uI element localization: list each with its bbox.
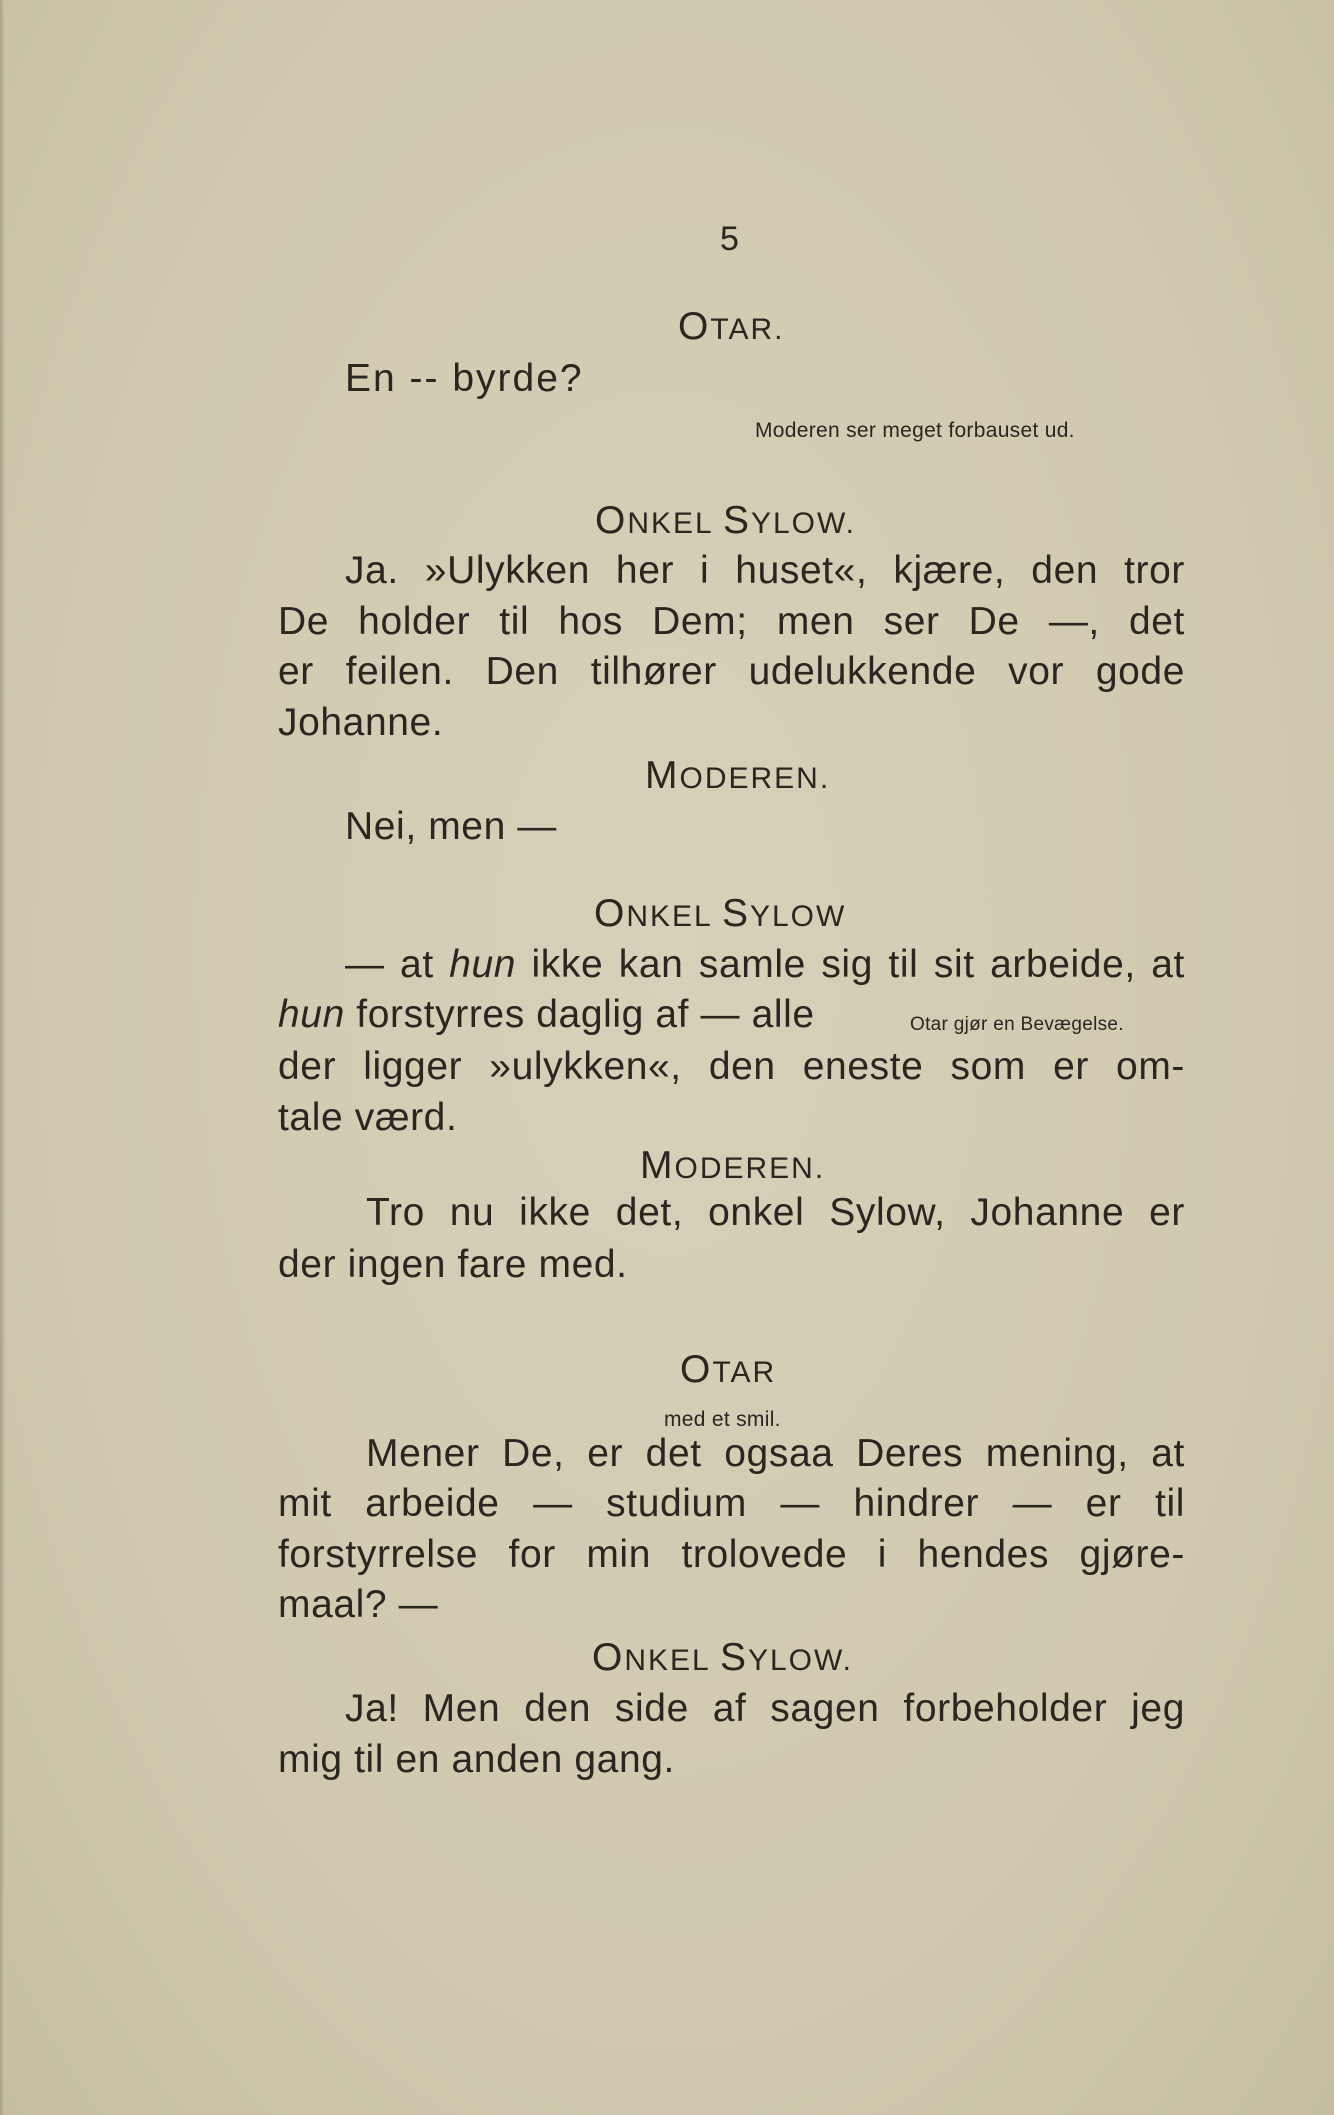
dialogue-line: En -- byrde?: [345, 357, 584, 400]
dialogue-line: tale værd.: [278, 1096, 458, 1139]
dialogue-line: der ligger »ulykken«, den eneste som er om-: [278, 1045, 1185, 1088]
speaker-moderen: MODEREN.: [640, 1144, 826, 1187]
dialogue-line: er feilen. Den tilhører udelukkende vor gode: [278, 650, 1185, 693]
speaker-onkel-sylow: ONKEL SYLOW.: [595, 499, 856, 542]
speaker-otar: OTAR.: [678, 305, 785, 348]
page-edge-shadow: [0, 0, 6, 2115]
stage-direction: Otar gjør en Bevægelse.: [910, 1014, 1124, 1035]
page-number: 5: [720, 220, 740, 258]
dialogue-line: maal? —: [278, 1583, 439, 1626]
stage-direction: med et smil.: [664, 1408, 781, 1431]
dialogue-line: forstyrrelse for min trolovede i hendes gjøre-: [278, 1533, 1185, 1576]
speaker-onkel-sylow: ONKEL SYLOW.: [592, 1636, 853, 1679]
dialogue-line: De holder til hos Dem; men ser De —, det: [278, 600, 1185, 643]
dialogue-line: mit arbeide — studium — hindrer — er til: [278, 1482, 1185, 1525]
dialogue-line: der ingen fare med.: [278, 1243, 628, 1286]
dialogue-line: mig til en anden gang.: [278, 1738, 675, 1781]
dialogue-line: Johanne.: [278, 701, 444, 744]
dialogue-line: Tro nu ikke det, onkel Sylow, Johanne er: [366, 1191, 1185, 1234]
speaker-moderen: MODEREN.: [645, 754, 831, 797]
dialogue-line: Ja! Men den side af sagen forbeholder jeg: [345, 1687, 1185, 1730]
stage-direction: Moderen ser meget forbauset ud.: [755, 419, 1075, 442]
dialogue-line: Nei, men —: [345, 805, 557, 848]
speaker-otar: OTAR: [680, 1348, 777, 1391]
dialogue-line: Mener De, er det ogsaa Deres mening, at: [366, 1432, 1185, 1475]
dialogue-line: — at hun ikke kan samle sig til sit arbeide, at: [345, 943, 1185, 986]
dialogue-line: Ja. »Ulykken her i huset«, kjære, den tror: [345, 549, 1185, 592]
speaker-onkel-sylow: ONKEL SYLOW: [594, 892, 847, 935]
dialogue-line: hun forstyrres daglig af — alle: [278, 993, 815, 1036]
